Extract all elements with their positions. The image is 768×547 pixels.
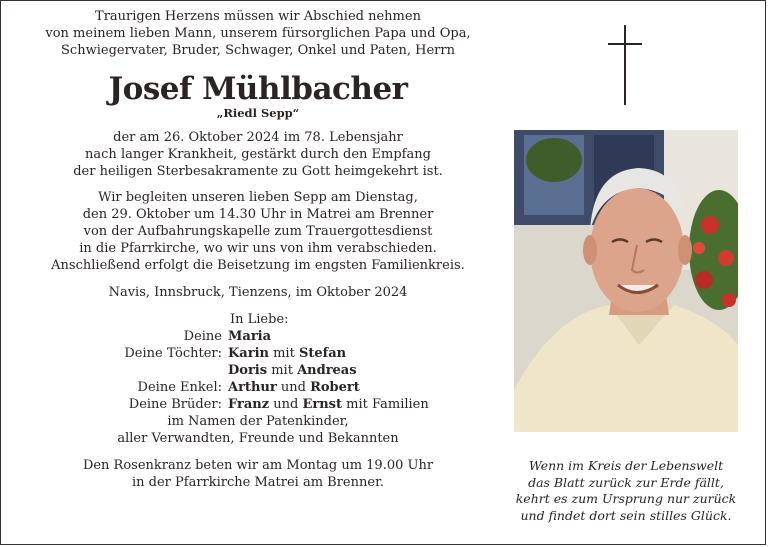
family-row-grandchildren [8, 379, 508, 396]
family-member: Maria [228, 329, 272, 344]
deceased-name: Josef Mühlbacher [108, 71, 408, 107]
death-notice-line: der am 26. Oktober 2024 im 78. Lebensjahr [113, 130, 403, 145]
family-label: Deine Enkel: [137, 380, 222, 395]
funeral-line: Wir begleiten unseren lieben Sepp am Dienstag, [98, 190, 418, 205]
in-liebe: In Liebe: [230, 312, 289, 327]
funeral-line: in die Pfarrkirche, wo wir uns von ihm verabschieden. [79, 241, 437, 256]
family-conj: mit Familien [346, 397, 429, 412]
poem-line: und findet dort sein stilles Glück. [520, 507, 732, 523]
family-conj: und [280, 380, 306, 395]
relatives: aller Verwandten, Freunde und Bekannten [117, 431, 399, 446]
rosary-info [8, 457, 508, 491]
family-row-daughter [8, 362, 508, 379]
family-member: Ernst [302, 397, 343, 412]
family-label: Deine [183, 329, 222, 344]
family-conj: mit [271, 363, 293, 378]
family-member: Franz [228, 397, 270, 412]
family-label: Deine Töchter: [124, 346, 222, 361]
cross-icon [608, 25, 642, 105]
portrait-photo [514, 130, 738, 432]
notice-text-column [8, 8, 508, 491]
family-member: Robert [310, 380, 360, 395]
rosary-line: Den Rosenkranz beten wir am Montag um 19.00 Uhr [82, 458, 434, 473]
family-row-wife [8, 328, 508, 345]
nickname: „Riedl Sepp“ [216, 106, 300, 120]
intro-text [8, 8, 508, 59]
poem-line: das Blatt zurück zur Erde fällt, [528, 474, 724, 490]
funeral-info [8, 189, 508, 274]
rosary-line: in der Pfarrkirche Matrei am Brenner. [131, 475, 384, 490]
family-conj: und [273, 397, 299, 412]
poem [506, 458, 746, 524]
poem-line: Wenn im Kreis der Lebenswelt [528, 458, 724, 473]
godchildren: im Namen der Patenkinder, [167, 414, 349, 429]
death-notice-line: der heiligen Sterbesakramente zu Gott heimgekehrt ist. [73, 164, 443, 179]
family-row-daughter [8, 345, 508, 362]
death-notice [8, 129, 508, 180]
poem-line: kehrt es zum Ursprung nur zurück [515, 491, 737, 506]
family-row-brothers [8, 396, 508, 413]
intro-line: von meinem lieben Mann, unserem fürsorglichen Papa und Opa, [45, 26, 471, 41]
family-member: Arthur [228, 380, 277, 395]
family-member: Andreas [297, 363, 357, 378]
family-list [8, 311, 508, 447]
intro-line: Schwiegervater, Bruder, Schwager, Onkel und Paten, Herrn [61, 43, 455, 58]
family-member: Doris [228, 363, 268, 378]
intro-line: Traurigen Herzens müssen wir Abschied nehmen [95, 9, 421, 24]
burial-line: Anschließend erfolgt die Beisetzung im engsten Familienkreis. [51, 258, 465, 273]
family-member: Karin [228, 346, 269, 361]
funeral-line: von der Aufbahrungskapelle zum Trauergottesdienst [83, 224, 433, 239]
death-notice-line: nach langer Krankheit, gestärkt durch den Empfang [85, 147, 431, 162]
funeral-line: den 29. Oktober um 14.30 Uhr in Matrei am Brenner [82, 207, 434, 222]
family-member: Stefan [298, 346, 347, 361]
place-date: Navis, Innsbruck, Tienzens, im Oktober 2024 [108, 285, 408, 300]
family-label: Deine Brüder: [128, 397, 222, 412]
family-conj: mit [273, 346, 295, 361]
